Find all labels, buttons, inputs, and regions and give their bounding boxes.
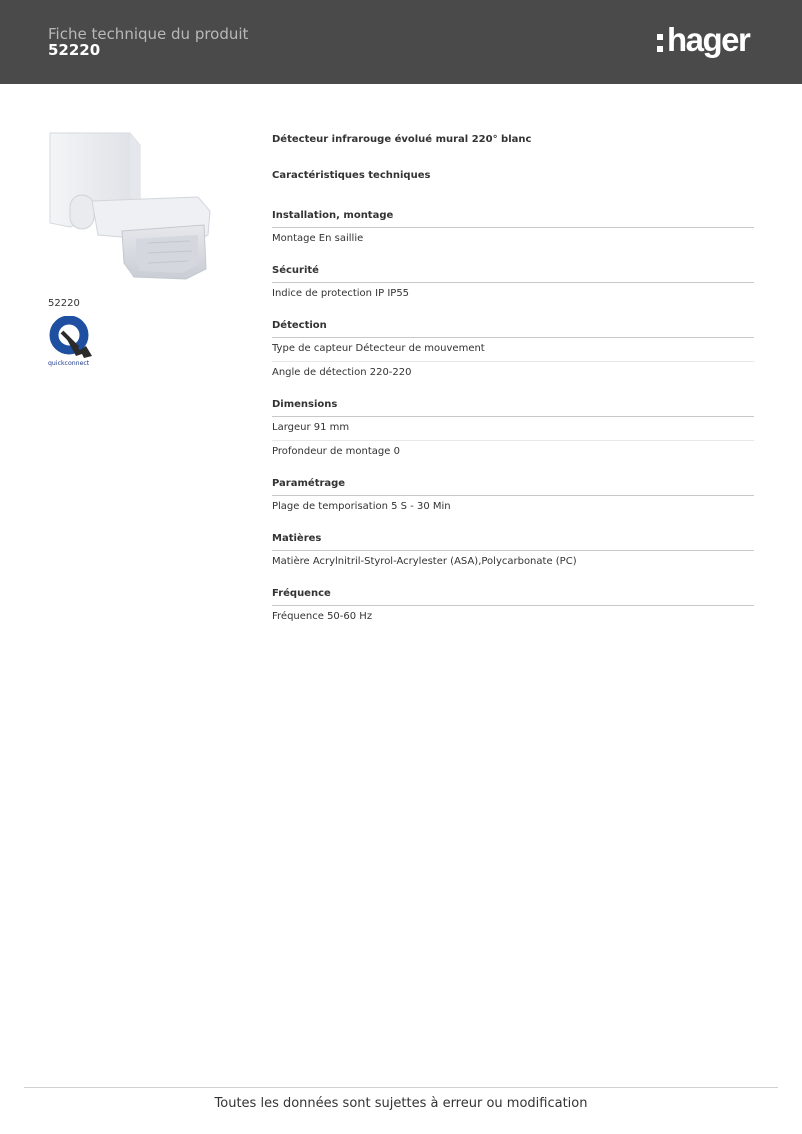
section-frequency xyxy=(272,587,754,629)
spec-row: Plage de temporisation 5 S - 30 Min xyxy=(272,501,451,512)
spec-row: Montage En saillie xyxy=(272,233,364,244)
section-heading: Dimensions xyxy=(272,398,754,417)
motion-detector-photo-icon xyxy=(48,131,218,281)
section-heading: Fréquence xyxy=(272,587,754,606)
section-materials xyxy=(272,532,754,574)
spec-row: Angle de détection 220-220 xyxy=(272,367,412,378)
footer-disclaimer: Toutes les données sont sujettes à erreur ou modification xyxy=(214,1096,588,1111)
spec-row: Profondeur de montage 0 xyxy=(272,446,400,457)
document-subtitle: Fiche technique du produit xyxy=(48,25,249,43)
hager-logo xyxy=(657,22,749,62)
spec-row: Type de capteur Détecteur de mouvement xyxy=(272,338,754,362)
product-details xyxy=(272,131,754,642)
section-heading: Paramétrage xyxy=(272,477,754,496)
product-reference: 52220 xyxy=(48,41,101,59)
section-security xyxy=(272,264,754,306)
spec-row: Largeur 91 mm xyxy=(272,417,754,441)
spec-row: Fréquence 50-60 Hz xyxy=(272,611,373,622)
spec-row: Matière Acrylnitril-Styrol-Acrylester (ASA),Polycarbonate (PC) xyxy=(272,556,577,567)
section-settings xyxy=(272,477,754,519)
section-installation xyxy=(272,209,754,251)
section-heading: Installation, montage xyxy=(272,209,754,228)
characteristics-title: Caractéristiques techniques xyxy=(272,170,431,181)
quickconnect-logo-text: quickconnect xyxy=(48,360,90,367)
page-header xyxy=(0,0,802,84)
sidebar-reference: 52220 xyxy=(48,298,80,309)
section-heading: Sécurité xyxy=(272,264,754,283)
product-title: Détecteur infrarouge évolué mural 220° blanc xyxy=(272,134,532,145)
section-detection xyxy=(272,319,754,385)
section-heading: Détection xyxy=(272,319,754,338)
logo-wordmark: hager xyxy=(667,21,750,58)
section-dimensions xyxy=(272,398,754,464)
section-heading: Matières xyxy=(272,532,754,551)
quickconnect-logo-icon xyxy=(48,316,94,368)
logo-dots-icon xyxy=(657,34,664,52)
footer-divider xyxy=(24,1087,778,1088)
spec-row: Indice de protection IP IP55 xyxy=(272,288,410,299)
